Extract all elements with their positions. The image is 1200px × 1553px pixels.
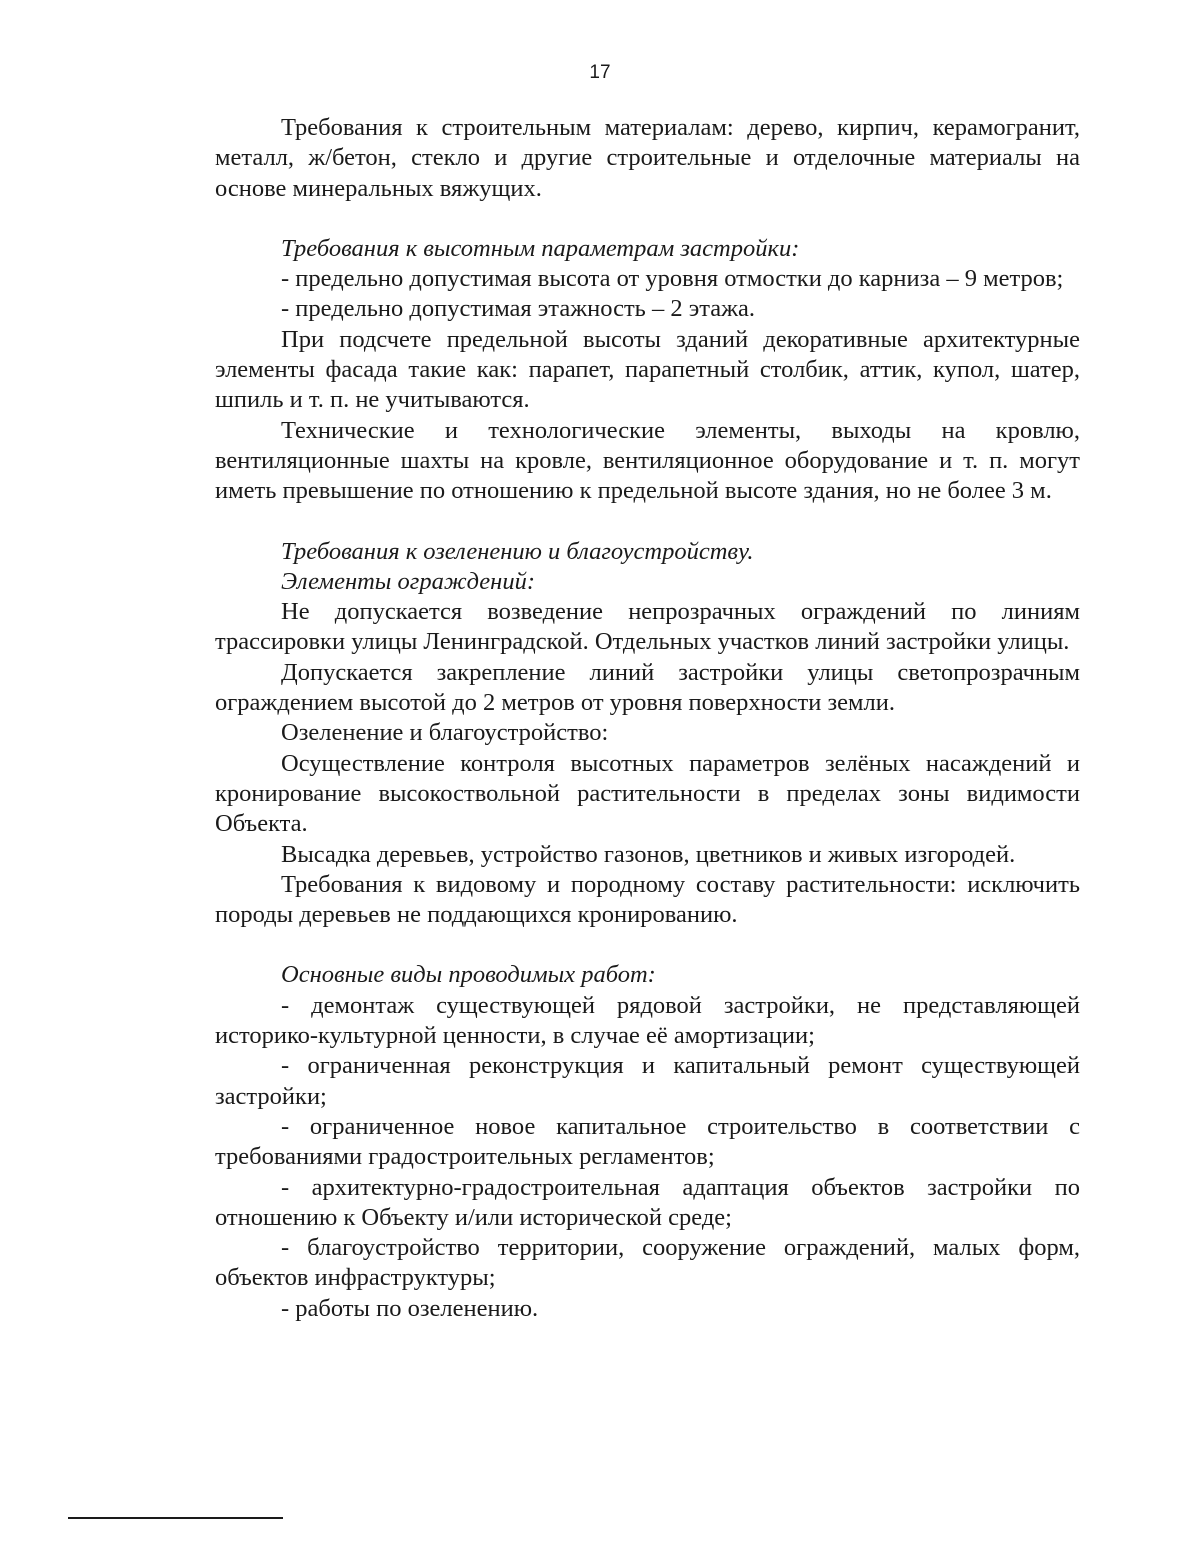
species-requirements-paragraph: Требования к видовому и породному составу растительности: исключить породы деревьев не поддающихся кронированию. [215,870,1080,929]
landscaping-heading: Требования к озеленению и благоустройству. [281,537,754,565]
height-requirements-heading: Требования к высотным параметрам застройки: [281,234,800,262]
fencing-elements-heading: Элементы ограждений: [281,567,535,595]
works-heading: Основные виды проводимых работ: [281,961,656,989]
height-calculation-paragraph: При подсчете предельной высоты зданий декоративные архитектурные элементы фасада такие как: парапет, парапетный столбик, аттик, купол, шатер, шпиль и т. п. не учитываются. [215,325,1080,414]
technical-elements-paragraph: Технические и технологические элементы, выходы на кровлю, вентиляционные шахты на кровле, вентиляционное оборудование и т. п. могут иметь превышение по отношению к предельной высоте здания, но не более 3 м. [215,416,1080,505]
materials-paragraph: Требования к строительным материалам: дерево, кирпич, керамогранит, металл, ж/бетон, стекло и другие строительные и отделочные материалы на основе минеральных вяжущих. [215,114,1080,202]
greenery-control-paragraph: Осуществление контроля высотных параметров зелёных насаждений и кронирование высокоствольной растительности в пределах зоны видимости Объекта. [215,749,1080,838]
works-item-new-construction: - ограниченное новое капитальное строительство в соответствии с требованиями градостроительных регламентов; [215,1112,1080,1171]
works-item-adaptation: - архитектурно-градостроительная адаптация объектов застройки по отношению к Объекту и/или исторической среде; [215,1173,1080,1231]
transparent-fence-paragraph: Допускается закрепление линий застройки улицы светопрозрачным ограждением высотой до 2 метров от уровня поверхности земли. [215,658,1080,717]
document-body [215,113,1080,1324]
max-height-item: - предельно допустимая высота от уровня отмостки до карниза – 9 метров; [281,265,1064,293]
works-item-improvement: - благоустройство территории, сооружение ограждений, малых форм, объектов инфраструктуры; [215,1234,1080,1292]
works-item-reconstruction: - ограниченная реконструкция и капитальный ремонт существующей застройки; [215,1052,1080,1110]
page-number: 17 [589,62,611,83]
landscaping-subheading: Озеленение и благоустройство: [281,719,609,747]
planting-paragraph: Высадка деревьев, устройство газонов, цветников и живых изгородей. [281,840,1016,868]
max-floors-item: - предельно допустимая этажность – 2 этажа. [281,295,756,323]
works-item-greening: - работы по озеленению. [281,1294,539,1322]
footnote-separator-line [68,1517,283,1519]
opaque-fences-paragraph: Не допускается возведение непрозрачных ограждений по линиям трассировки улицы Ленинградской. Отдельных участков линий застройки улицы. [215,598,1080,656]
works-item-demolition: - демонтаж существующей рядовой застройки, не представляющей историко-культурной ценности, в случае её амортизации; [215,991,1080,1050]
